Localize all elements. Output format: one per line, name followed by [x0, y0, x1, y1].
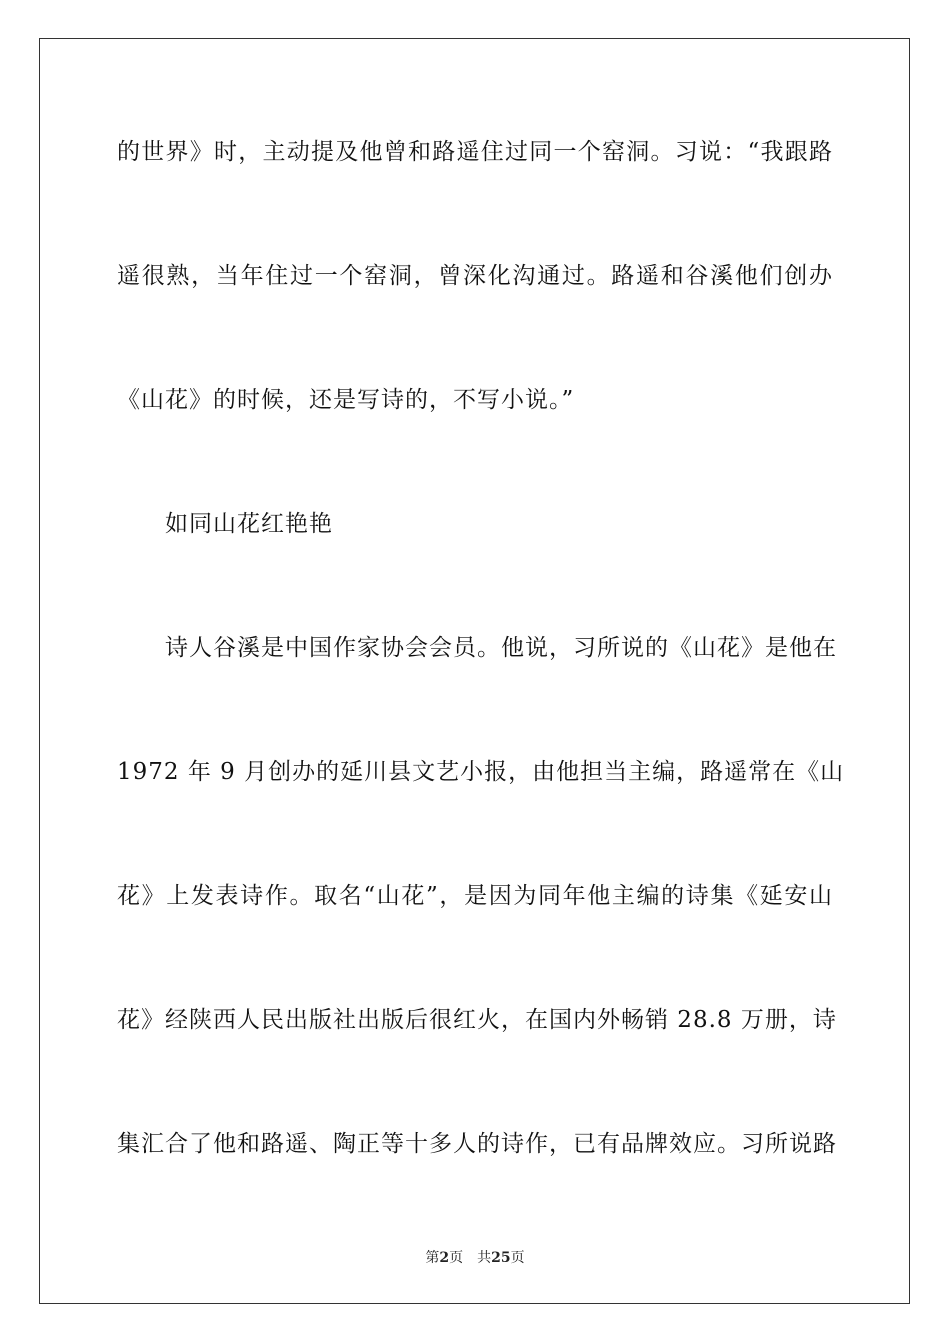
footer-page-prefix: 第	[425, 1250, 440, 1266]
footer-total-suffix: 页	[510, 1250, 525, 1266]
body-line-9: 集汇合了他和路遥、陶正等十多人的诗作，已有品牌效应。习所说路	[117, 1131, 837, 1157]
body-line-3: 《山花》的时候，还是写诗的，不写小说。”	[117, 387, 575, 413]
body-line-5: 诗人谷溪是中国作家协会会员。他说，习所说的《山花》是他在	[165, 635, 837, 661]
section-heading: 如同山花红艳艳	[165, 511, 333, 537]
footer-page-number: 2	[439, 1250, 450, 1266]
page-border	[39, 38, 910, 1304]
body-line-6: 1972 年 9 月创办的延川县文艺小报，由他担当主编，路遥常在《山	[117, 759, 845, 785]
footer-total-prefix: 共	[477, 1250, 492, 1266]
body-line-2: 遥很熟，当年住过一个窑洞，曾深化沟通过。路遥和谷溪他们创办	[117, 263, 833, 289]
body-line-1: 的世界》时，主动提及他曾和路遥住过同一个窑洞。习说：“我跟路	[117, 139, 833, 165]
body-line-7: 花》上发表诗作。取名“山花”，是因为同年他主编的诗集《延安山	[117, 883, 833, 909]
footer-total-pages: 25	[491, 1250, 511, 1266]
footer-page-suffix: 页	[449, 1250, 464, 1266]
body-line-8: 花》经陕西人民出版社出版后很红火，在国内外畅销 28.8 万册，诗	[117, 1007, 837, 1033]
page-footer	[0, 1249, 950, 1267]
